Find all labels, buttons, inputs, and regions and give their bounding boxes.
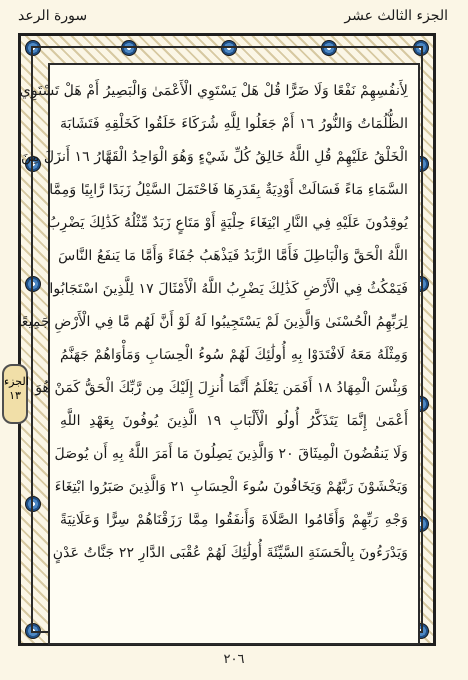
text-line: يُوقِدُونَ عَلَيْهِ فِي النَّارِ ابْتِغَاءَ حِلْيَةٍ أَوْ مَتَاعٍ زَبَدٌ مِّثْلُهُ كَذَٰلِكَ يَضْرِبُ <box>47 215 408 231</box>
text-line: اللَّهُ الْحَقَّ وَالْبَاطِلَ فَأَمَّا الزَّبَدُ فَيَذْهَبُ جُفَاءً وَأَمَّا مَا يَنفَعُ النَّاسَ <box>58 248 408 264</box>
text-line: أَعْمَىٰ إِنَّمَا يَتَذَكَّرُ أُولُو الْأَلْبَابِ ١٩ الَّذِينَ يُوفُونَ بِعَهْدِ اللَّهِ <box>60 413 409 429</box>
text-line: وَبِئْسَ الْمِهَادُ ١٨ أَفَمَن يَعْلَمُ أَنَّمَا أُنزِلَ إِلَيْكَ مِن رَّبِّكَ الْحَقُّ كَمَنْ هُوَ <box>35 380 408 396</box>
text-line: الْخَلْقُ عَلَيْهِمْ قُلِ اللَّهُ خَالِقُ كُلِّ شَيْءٍ وَهُوَ الْوَاحِدُ الْقَهَّارُ ١٦ أَنزَلَ مِنَ <box>21 149 408 165</box>
rosette-ornament-icon <box>221 40 237 56</box>
page-number: ٢٠٦ <box>223 652 245 667</box>
surah-title: سورة الرعد <box>18 8 88 24</box>
rosette-ornament-icon <box>25 276 41 292</box>
text-line: وَيَخْشَوْنَ رَبَّهُمْ وَيَخَافُونَ سُوءَ الْحِسَابِ ٢١ وَالَّذِينَ صَبَرُوا ابْتِغَاءَ <box>54 479 408 495</box>
rosette-ornament-icon <box>121 40 137 56</box>
quran-text-panel <box>17 63 420 645</box>
text-line: وَمِثْلَهُ مَعَهُ لَافْتَدَوْا بِهِ أُولَٰئِكَ لَهُمْ سُوءُ الْحِسَابِ وَمَأْوَاهُمْ جَهَنَّمُ <box>60 347 408 363</box>
text-line: لِرَبِّهِمُ الْحُسْنَىٰ وَالَّذِينَ لَمْ يَسْتَجِيبُوا لَهُ لَوْ أَنَّ لَهُم مَّا فِي الْأَرْضِ جَمِيعًا <box>17 314 408 330</box>
text-line: لِأَنفُسِهِمْ نَفْعًا وَلَا ضَرًّا قُلْ هَلْ يَسْتَوِي الْأَعْمَىٰ وَالْبَصِيرُ أَمْ هَلْ تَسْتَوِي <box>19 83 408 99</box>
rosette-ornament-icon <box>25 623 41 639</box>
page-header <box>0 2 468 32</box>
rosette-ornament-icon <box>413 40 429 56</box>
text-line: السَّمَاءِ مَاءً فَسَالَتْ أَوْدِيَةٌ بِقَدَرِهَا فَاحْتَمَلَ السَّيْلُ زَبَدًا رَّابِيًا وَمِمَّا <box>49 182 408 198</box>
text-line: الظُّلُمَاتُ وَالنُّورُ ١٦ أَمْ جَعَلُوا لِلَّهِ شُرَكَاءَ خَلَقُوا كَخَلْقِهِ فَتَشَابَهَ <box>60 116 409 132</box>
text-line: وَيَدْرَءُونَ بِالْحَسَنَةِ السَّيِّئَةَ أُولَٰئِكَ لَهُمْ عُقْبَى الدَّارِ ٢٢ جَنَّاتُ عَدْنٍ <box>52 545 408 561</box>
side-juz-label: الجزء <box>4 375 29 388</box>
rosette-ornament-icon <box>321 40 337 56</box>
side-juz-number: ١٣ <box>9 389 21 402</box>
rosette-ornament-icon <box>25 496 41 512</box>
juz-title: الجزء الثالث عشر <box>344 8 448 24</box>
side-juz-marker <box>2 364 28 424</box>
rosette-ornament-icon <box>25 40 41 56</box>
text-line: فَيَمْكُثُ فِي الْأَرْضِ كَذَٰلِكَ يَضْرِبُ اللَّهُ الْأَمْثَالَ ١٧ لِلَّذِينَ اسْتَجَابُوا <box>49 281 408 297</box>
text-line: وَجْهِ رَبِّهِمْ وَأَقَامُوا الصَّلَاةَ وَأَنفَقُوا مِمَّا رَزَقْنَاهُمْ سِرًّا وَعَلَانِيَةً <box>60 512 408 528</box>
text-line: وَلَا يَنقُضُونَ الْمِيثَاقَ ٢٠ وَالَّذِينَ يَصِلُونَ مَا أَمَرَ اللَّهُ بِهِ أَن يُوصَلَ <box>54 446 408 462</box>
